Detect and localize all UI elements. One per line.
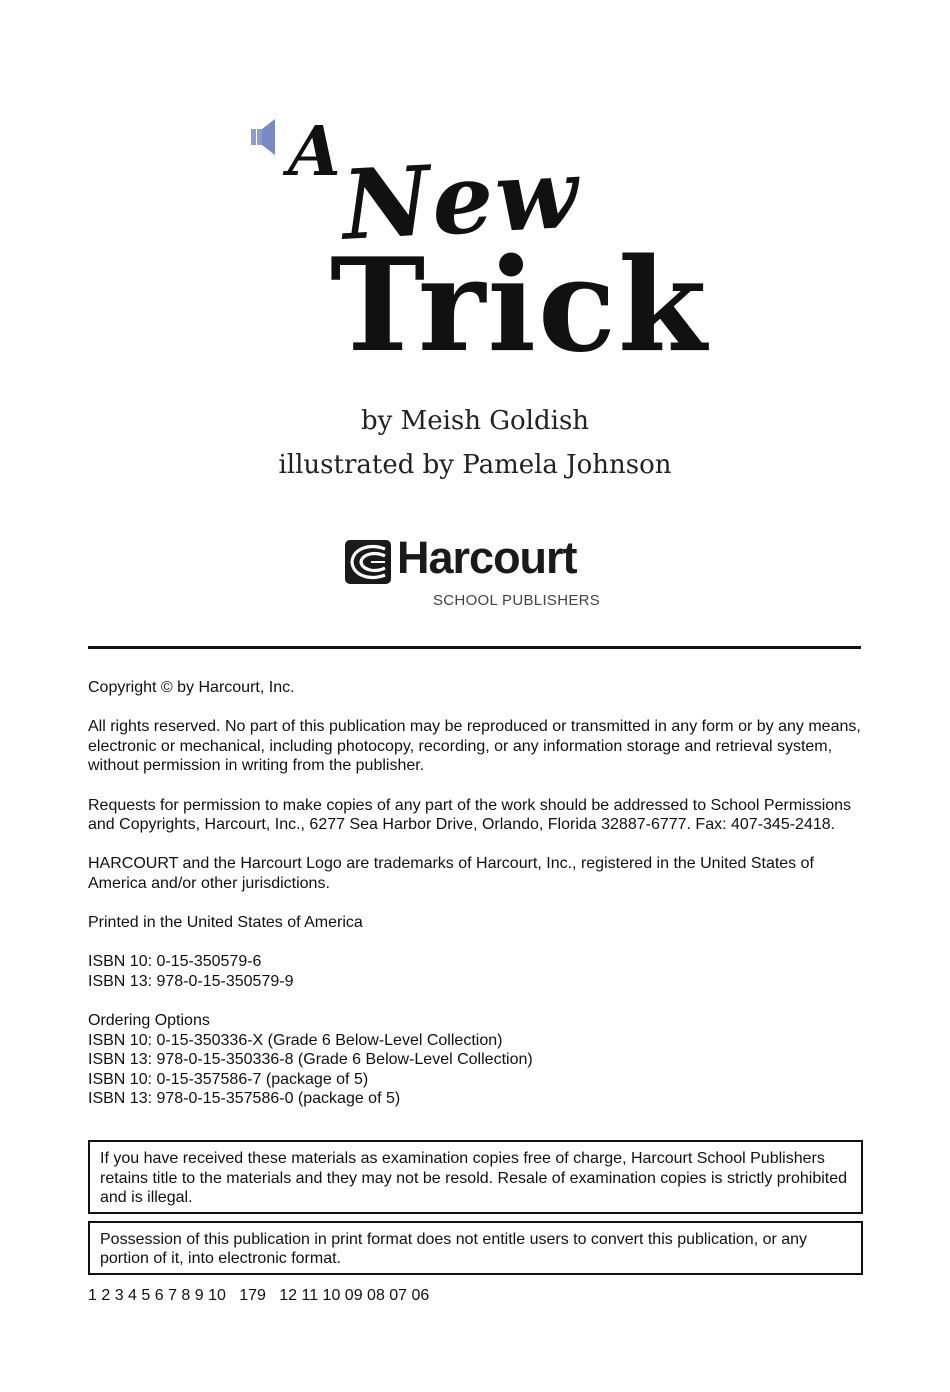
title-word-a: A [288, 112, 341, 192]
ordering-title: Ordering Options [88, 1012, 210, 1030]
speaker-icon[interactable] [251, 118, 277, 156]
copyright-block [88, 678, 863, 1129]
ordering-item: ISBN 13: 978-0-15-350336-8 (Grade 6 Below-Level Collection) [88, 1051, 533, 1069]
illustrator-line: illustrated by Pamela Johnson [278, 450, 672, 480]
publisher-name: Harcourt [397, 532, 577, 583]
ordering-options [88, 1011, 863, 1109]
harcourt-logo-mark [345, 540, 391, 584]
isbn-list [88, 952, 863, 991]
notice-boxes [88, 1140, 863, 1282]
trademark-statement: HARCOURT and the Harcourt Logo are trademarks of Harcourt, Inc., registered in the United States of America and/or other jurisdictions. [88, 855, 814, 892]
author-line: by Meish Goldish [360, 406, 590, 436]
title-word-trick: Trick [330, 231, 709, 381]
print-line: 1 2 3 4 5 6 7 8 9 10 179 12 11 10 09 08 07 06 [88, 1287, 430, 1304]
ordering-item: ISBN 13: 978-0-15-357586-0 (package of 5) [88, 1090, 401, 1108]
copyright-notice: Copyright © by Harcourt, Inc. [88, 679, 295, 696]
publisher-logo [345, 532, 607, 610]
electronic-format-notice: Possession of this publication in print format does not entitle users to convert this publication, or any portion of it, into electronic format. [88, 1221, 863, 1275]
isbn-13: ISBN 13: 978-0-15-350579-9 [88, 972, 294, 990]
ordering-item: ISBN 10: 0-15-350336-X (Grade 6 Below-Level Collection) [88, 1031, 503, 1049]
title-word-new: New [339, 136, 583, 262]
printed-in: Printed in the United States of America [88, 914, 363, 932]
permission-requests: Requests for permission to make copies of any part of the work should be addressed to School Permissions and Copyrights, Harcourt, Inc., 6277 Sea Harbor Drive, Orlando, Florida 32887-6777. Fax: 407-345-2418. [88, 796, 852, 834]
publisher-division: SCHOOL PUBLISHERS [433, 592, 601, 609]
horizontal-rule [88, 646, 861, 649]
ordering-item: ISBN 10: 0-15-357586-7 (package of 5) [88, 1070, 369, 1088]
rights-statement: All rights reserved. No part of this publication may be reproduced or transmitted in any form or by any means, electronic or mechanical, including photocopy, recording, or any information storage and retrieval system, without permission in writing from the publisher. [88, 718, 861, 775]
isbn-10: ISBN 10: 0-15-350579-6 [88, 953, 262, 971]
examination-copy-notice: If you have received these materials as examination copies free of charge, Harcourt School Publishers retains title to the materials and they may not be resold. Resale of examination copies is strictly prohibited and is illegal. [88, 1140, 863, 1214]
